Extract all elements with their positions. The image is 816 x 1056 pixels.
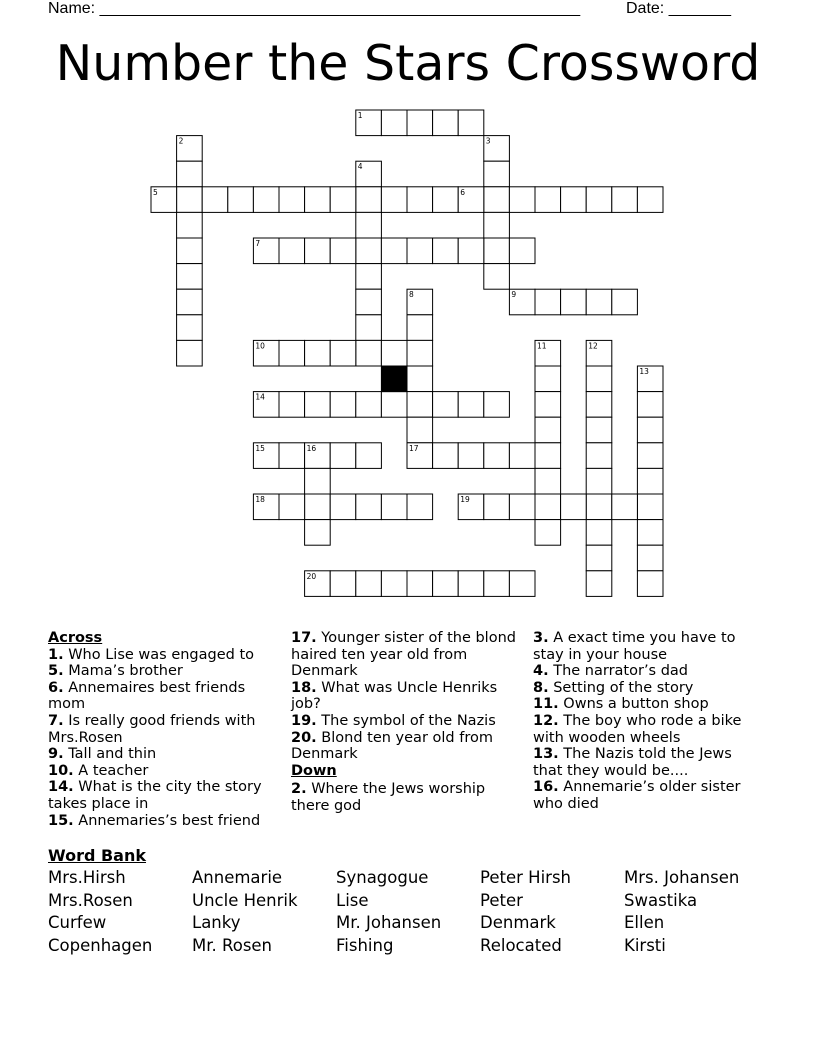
grid-cell[interactable] [202,187,228,213]
grid-cell[interactable] [637,468,663,494]
grid-cell[interactable] [407,340,433,366]
clue-across-7: 7. Is really good friends with Mrs.Rosen [48,712,256,746]
grid-cell[interactable] [177,212,203,238]
grid-cell[interactable] [356,340,382,366]
grid-cell[interactable] [381,187,407,213]
grid-cell[interactable] [433,110,459,136]
grid-cell[interactable] [177,161,203,187]
grid-cell[interactable] [637,494,663,520]
grid-cell[interactable] [305,340,331,366]
grid-cell[interactable] [458,443,484,469]
clue-down-4: 4. The narrator’s dad [533,663,689,680]
grid-cell[interactable] [637,520,663,546]
grid-cell[interactable] [433,238,459,264]
grid-number: 1 [357,111,363,120]
grid-cell[interactable] [381,494,407,520]
grid-cell[interactable] [381,571,407,597]
grid-cell[interactable] [586,392,612,418]
grid-number: 2 [178,136,184,146]
grid-cell[interactable] [612,187,638,213]
grid-cell[interactable] [356,187,382,213]
grid-cell[interactable] [458,571,484,597]
word-bank-item: Swastika [624,890,698,910]
word-bank-item: Ellen [624,913,665,933]
grid-cell[interactable] [177,315,203,341]
grid-cell[interactable] [586,289,612,315]
clue-across-1: 1. Who Lise was engaged to [48,646,255,663]
grid-cell[interactable] [305,392,331,418]
shaded-cell [381,366,407,392]
grid-number: 16 [306,443,317,453]
grid-cell[interactable] [484,161,510,187]
grid-cell[interactable] [330,494,356,520]
grid-cell[interactable] [509,443,535,469]
clue-down-8: 8. Setting of the story [533,679,694,696]
grid-cell[interactable] [177,264,203,290]
grid-cell[interactable] [279,392,305,418]
word-bank-item: Uncle Henrik [192,890,298,910]
word-bank-item: Annemarie [192,868,283,887]
grid-cell[interactable] [356,571,382,597]
word-bank-item: Denmark [480,913,556,933]
grid-cell[interactable] [305,520,331,546]
grid-cell[interactable] [330,238,356,264]
grid-number: 7 [255,239,261,248]
grid-cell[interactable] [612,289,638,315]
grid-cell[interactable] [561,289,587,315]
word-bank [48,868,768,959]
grid-cell[interactable] [637,571,663,597]
grid-cell[interactable] [484,571,510,597]
grid-cell[interactable] [586,468,612,494]
grid-cell[interactable] [484,187,510,213]
grid-cell[interactable] [586,571,612,597]
grid-cell[interactable] [305,468,331,494]
date-line: Date: _______ [626,0,731,17]
clue-down-3: 3. A exact time you have to stay in your house [533,630,736,663]
grid-cell[interactable] [535,392,561,418]
word-bank-item: Mrs. Johansen [624,868,740,887]
clue-down-13: 13. The Nazis told the Jews that they would be.... [533,746,732,779]
clue-across-17: 17. Younger sister of the blond haired ten year old from Denmark [291,630,516,680]
grid-cell[interactable] [407,110,433,136]
grid-cell[interactable] [509,187,535,213]
grid-cell[interactable] [586,443,612,469]
down-heading: Down [291,762,337,779]
grid-cell[interactable] [330,443,356,469]
grid-cell[interactable] [535,289,561,315]
clue-across-19: 19. The symbol of the Nazis [291,712,496,729]
grid-cell[interactable] [407,187,433,213]
grid-cell[interactable] [586,545,612,571]
clue-down-2: 2. Where the Jews worship there god [291,781,486,814]
clue-across-14: 14. What is the city the story takes place in [48,779,262,812]
clue-down-11: 11. Owns a button shop [533,696,709,713]
grid-cell[interactable] [356,238,382,264]
grid-number: 4 [357,162,363,172]
word-bank-item: Relocated [480,936,562,956]
grid-cell[interactable] [177,187,203,213]
grid-cell[interactable] [407,392,433,418]
grid-cell[interactable] [612,494,638,520]
clues-column-1 [48,630,280,829]
grid-cell[interactable] [381,392,407,418]
grid-cell[interactable] [484,264,510,290]
clues-column-3 [533,630,765,813]
grid-cell[interactable] [305,494,331,520]
grid-number: 17 [409,443,419,453]
word-bank-item: Peter Hirsh [480,868,571,887]
grid-cell[interactable] [407,571,433,597]
grid-number: 10 [255,341,265,351]
grid-number: 3 [485,136,491,146]
word-bank-item: Mrs.Rosen [48,890,133,910]
grid-cell[interactable] [509,238,535,264]
grid-cell[interactable] [356,264,382,290]
grid-cell[interactable] [279,340,305,366]
grid-cell[interactable] [535,187,561,213]
clue-across-18: 18. What was Uncle Henriks job? [291,679,498,713]
grid-cell[interactable] [586,494,612,520]
grid-cell[interactable] [177,340,203,366]
grid-cell[interactable] [535,417,561,443]
grid-cell[interactable] [356,494,382,520]
grid-cell[interactable] [407,417,433,443]
grid-cell[interactable] [586,520,612,546]
grid-cell[interactable] [637,545,663,571]
clue-down-16: 16. Annemarie’s older sister who died [533,779,741,812]
grid-cell[interactable] [356,289,382,315]
name-line: Name: ______________________________________________________ [48,0,581,17]
word-bank-item: Copenhagen [48,936,153,956]
grid-cell[interactable] [458,238,484,264]
grid-cell[interactable] [279,494,305,520]
clue-across-5: 5. Mama’s brother [48,663,183,680]
grid-cell[interactable] [535,494,561,520]
word-bank-item: Mr. Johansen [336,913,442,933]
grid-cell[interactable] [279,187,305,213]
clue-across-20: 20. Blond ten year old from Denmark [291,729,493,763]
grid-cell[interactable] [561,187,587,213]
grid-cell[interactable] [407,238,433,264]
grid-cell[interactable] [484,443,510,469]
grid-cell[interactable] [177,238,203,264]
grid-cell[interactable] [586,366,612,392]
word-bank-item: Synagogue [336,868,429,887]
grid-cell[interactable] [637,417,663,443]
grid-cell[interactable] [586,187,612,213]
word-bank-item: Lise [336,890,369,910]
grid-cell[interactable] [458,392,484,418]
grid-cell[interactable] [305,238,331,264]
grid-cell[interactable] [637,187,663,213]
grid-number: 12 [588,341,598,351]
grid-cell[interactable] [330,392,356,418]
grid-cell[interactable] [535,520,561,546]
grid-cell[interactable] [330,187,356,213]
word-bank-item: Fishing [336,936,394,956]
grid-cell[interactable] [535,366,561,392]
grid-number: 20 [306,571,317,581]
clues-column-2 [291,630,523,815]
grid-number: 15 [255,443,265,453]
grid-number: 19 [460,495,470,504]
grid-number: 8 [409,290,414,300]
grid-cell[interactable] [433,443,459,469]
grid-cell[interactable] [509,571,535,597]
grid-number: 14 [255,392,265,402]
grid-cell[interactable] [381,110,407,136]
grid-cell[interactable] [330,571,356,597]
word-bank-item: Mrs.Hirsh [48,868,126,887]
grid-cell[interactable] [484,212,510,238]
grid-cell[interactable] [535,468,561,494]
grid-cell[interactable] [509,494,535,520]
word-bank-item: Mr. Rosen [192,936,273,956]
grid-cell[interactable] [637,392,663,418]
grid-number: 11 [537,341,547,351]
grid-cell[interactable] [484,494,510,520]
grid-cell[interactable] [356,315,382,341]
grid-cell[interactable] [279,443,305,469]
grid-cell[interactable] [407,494,433,520]
grid-cell[interactable] [458,110,484,136]
grid-number: 6 [460,187,465,197]
grid-cell[interactable] [484,238,510,264]
grid-number: 13 [639,367,649,376]
grid-cell[interactable] [356,212,382,238]
word-bank-item: Kirsti [624,936,666,956]
grid-cell[interactable] [381,340,407,366]
page-title: Number the Stars Crossword [55,35,761,92]
grid-cell[interactable] [586,417,612,443]
word-bank-title: Word Bank [48,846,147,865]
word-bank-item: Peter [480,890,523,910]
clue-across-6: 6. Annemaires best friends mom [48,679,246,713]
grid-cell[interactable] [228,187,254,213]
grid-cell[interactable] [305,187,331,213]
grid-cell[interactable] [407,366,433,392]
grid-number: 9 [511,290,517,300]
grid-cell[interactable] [484,392,510,418]
word-bank-item: Curfew [48,913,107,933]
grid-cell[interactable] [407,315,433,341]
grid-cell[interactable] [253,187,279,213]
grid-cell[interactable] [356,443,382,469]
grid-cell[interactable] [356,392,382,418]
grid-cell[interactable] [535,443,561,469]
clue-down-12: 12. The boy who rode a bike with wooden wheels [533,712,742,746]
grid-cell[interactable] [433,187,459,213]
grid-cell[interactable] [561,494,587,520]
grid-cell[interactable] [177,289,203,315]
grid-cell[interactable] [381,238,407,264]
grid-cell[interactable] [433,392,459,418]
grid-number: 18 [255,495,265,504]
grid-cell[interactable] [279,238,305,264]
grid-cell[interactable] [637,443,663,469]
grid-cell[interactable] [330,340,356,366]
grid-number: 5 [153,187,158,197]
grid-cell[interactable] [433,571,459,597]
word-bank-item: Lanky [192,913,241,933]
clue-across-10: 10. A teacher [48,762,149,779]
clue-across-15: 15. Annemaries’s best friend [48,812,261,829]
clue-across-9: 9. Tall and thin [48,746,157,763]
across-heading: Across [48,630,103,646]
